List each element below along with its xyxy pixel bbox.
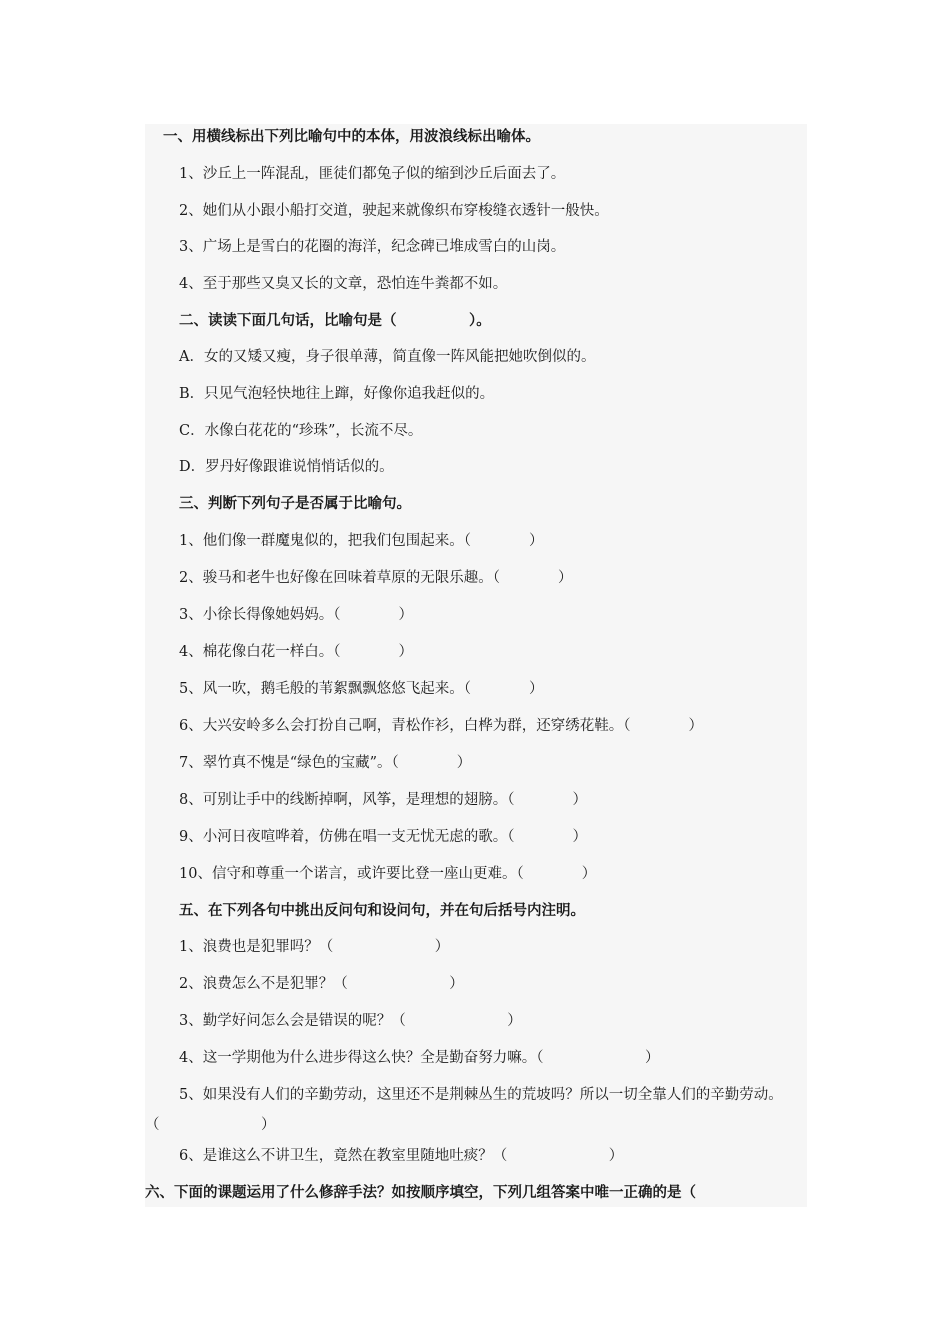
list-item: D．罗丹好像跟谁说悄悄话似的。 [179, 459, 394, 475]
worksheet [145, 124, 807, 1207]
section-5-title: 五、在下列各句中挑出反问句和设问句，并在句后括号内注明。 [179, 902, 585, 919]
list-item: 7、翠竹真不愧是“绿色的宝藏”。（ ） [179, 755, 472, 771]
list-item: 10、信守和尊重一个诺言，或许要比登一座山更难。（ ） [179, 866, 597, 882]
list-item: 3、小徐长得像她妈妈。（ ） [179, 607, 413, 623]
list-item: 2、骏马和老牛也好像在回味着草原的无限乐趣。（ ） [179, 570, 573, 586]
list-item: A．女的又矮又瘦，身子很单薄，简直像一阵风能把她吹倒似的。 [179, 349, 596, 365]
list-item: 2、她们从小跟小船打交道，驶起来就像织布穿梭缝衣透针一般快。 [179, 203, 609, 219]
list-item: 6、大兴安岭多么会打扮自己啊，青松作衫，白桦为群，还穿绣花鞋。（ ） [179, 718, 703, 734]
list-item: 1、浪费也是犯罪吗？（ ） [179, 939, 450, 955]
list-item: 6、是谁这么不讲卫生，竟然在教室里随地吐痰？（ ） [179, 1148, 624, 1164]
list-item: 8、可别让手中的线断掉啊，风筝，是理想的翅膀。（ ） [179, 792, 587, 808]
section-3-title: 三、判断下列句子是否属于比喻句。 [179, 495, 411, 512]
list-item: 5、风一吹，鹅毛般的苇絮飘飘悠悠飞起来。（ ） [179, 681, 544, 697]
list-item: 4、这一学期他为什么进步得这么快？全是勤奋努力嘛。（ ） [179, 1050, 660, 1066]
list-item: 3、广场上是雪白的花圈的海洋，纪念碑已堆成雪白的山岗。 [179, 239, 566, 255]
section-6-title: 六、下面的课题运用了什么修辞手法？如按顺序填空，下列几组答案中唯一正确的是（ [145, 1184, 696, 1201]
section-1-title: 一、用横线标出下列比喻句中的本体，用波浪线标出喻体。 [163, 128, 540, 145]
list-item: 5、如果没有人们的辛勤劳动，这里还不是荆棘丛生的荒坡吗？所以一切全靠人们的辛勤劳动。（ ） [145, 1087, 783, 1133]
list-item: C．水像白花花的“珍珠”，长流不尽。 [179, 423, 423, 439]
section-2-title: 二、读读下面几句话，比喻句是（ ）。 [179, 312, 491, 329]
list-item: 4、棉花像白花一样白。（ ） [179, 644, 413, 660]
list-item: 2、浪费怎么不是犯罪？（ ） [179, 976, 464, 992]
list-item: 9、小河日夜喧哗着，仿佛在唱一支无忧无虑的歌。（ ） [179, 829, 587, 845]
list-item: 3、勤学好问怎么会是错误的呢？（ ） [179, 1013, 522, 1029]
list-item: 4、至于那些又臭又长的文章，恐怕连牛粪都不如。 [179, 276, 508, 292]
list-item: 1、他们像一群魔鬼似的，把我们包围起来。（ ） [179, 533, 544, 549]
list-item: 1、沙丘上一阵混乱，匪徒们都兔子似的缩到沙丘后面去了。 [179, 166, 566, 182]
list-item: B．只见气泡轻快地往上蹿，好像你追我赶似的。 [179, 386, 495, 402]
